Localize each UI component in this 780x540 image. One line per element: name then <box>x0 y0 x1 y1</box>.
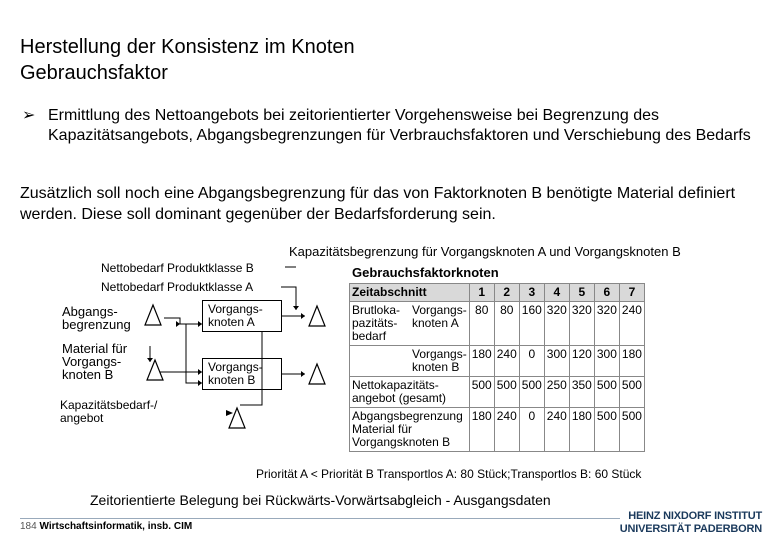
vk-a-line2: knoten A <box>412 316 459 330</box>
box-b-line2: knoten B <box>208 373 256 387</box>
period-6: 6 <box>594 284 619 302</box>
cell-b-1: 180 <box>469 346 494 377</box>
table-row-vk-a <box>350 302 645 346</box>
table-row-netto <box>350 377 645 408</box>
footer-divider <box>20 518 620 519</box>
cell-a-7: 240 <box>619 302 644 346</box>
label-material-line2: Vorgangs- <box>62 354 122 369</box>
label-abgang-line1: Abgangs- <box>62 304 118 319</box>
logo-line2: UNIVERSITÄT PADERBORN <box>619 523 762 535</box>
period-3: 3 <box>519 284 544 302</box>
cell-netto-5: 350 <box>569 377 594 408</box>
netto-line2: angebot (gesamt) <box>352 391 447 405</box>
label-kapa-line2: angebot <box>60 411 104 425</box>
cell-netto-7: 500 <box>619 377 644 408</box>
figure-top-caption: Kapazitätsbegrenzung für Vorgangsknoten A und Vorgangsknoten B <box>289 244 681 259</box>
period-7: 7 <box>619 284 644 302</box>
vk-b-label <box>350 346 470 377</box>
cell-netto-3: 500 <box>519 377 544 408</box>
vk-b-line1: Vorgangs- <box>412 347 467 361</box>
cell-netto-1: 500 <box>469 377 494 408</box>
logo-line1: HEINZ NIXDORF INSTITUT <box>628 510 762 522</box>
connector-abgang-b <box>186 324 202 383</box>
table-header-row <box>350 284 645 302</box>
table-row-abgang <box>350 408 645 452</box>
netto-label <box>350 377 470 408</box>
table-title: Gebrauchsfaktorknoten <box>352 265 499 280</box>
cell-a-3: 160 <box>519 302 544 346</box>
page-number: 184 <box>20 521 37 532</box>
triangle-out-b-icon <box>309 364 325 384</box>
vk-a-label <box>410 302 469 345</box>
vk-a-line1: Vorgangs- <box>412 303 467 317</box>
label-nettobedarf-b: Nettobedarf Produktklasse B <box>101 261 254 275</box>
figure-bottom-line: Priorität A < Priorität B Transportlos A: 80 Stück;Transportlos B: 60 Stück <box>256 467 642 481</box>
triangle-kapa-icon <box>229 408 245 428</box>
connector-abgang-a <box>164 318 202 324</box>
cell-abg-1: 180 <box>469 408 494 452</box>
box-a-line2: knoten A <box>208 315 255 329</box>
cell-a-5: 320 <box>569 302 594 346</box>
label-nettobedarf-a: Nettobedarf Produktklasse A <box>101 280 254 294</box>
label-abgang-line2: begrenzung <box>62 317 131 332</box>
abg-line1: Abgangsbegrenzung <box>352 409 463 423</box>
cell-abg-4: 240 <box>544 408 569 452</box>
cell-abg-5: 180 <box>569 408 594 452</box>
cell-b-4: 300 <box>544 346 569 377</box>
brutto-line2: pazitäts- <box>352 316 398 330</box>
note-text: Zusätzlich soll noch eine Abgangsbegrenzung für das von Faktorknoten B benötigte Material definiert werden. Diese soll dominant gegenüber der Bedarfsforderung sein. <box>20 185 736 223</box>
cell-a-4: 320 <box>544 302 569 346</box>
vk-b-line2: knoten B <box>412 360 460 374</box>
cell-netto-6: 500 <box>594 377 619 408</box>
cell-a-1: 80 <box>469 302 494 346</box>
box-b-line1: Vorgangs- <box>208 360 263 374</box>
arrow-bullet-icon: ➢ <box>22 107 36 124</box>
period-2: 2 <box>494 284 519 302</box>
cell-abg-3: 0 <box>519 408 544 452</box>
cell-abg-2: 240 <box>494 408 519 452</box>
cell-abg-7: 500 <box>619 408 644 452</box>
cell-netto-2: 500 <box>494 377 519 408</box>
triangle-out-a-icon <box>309 306 325 326</box>
abgang-label <box>350 408 470 452</box>
footer-left <box>20 521 192 532</box>
footer-course: Wirtschaftsinformatik, insb. CIM <box>39 521 193 532</box>
cell-b-2: 240 <box>494 346 519 377</box>
figure-caption: Zeitorientierte Belegung bei Rückwärts-Vorwärtsabgleich - Ausgangsdaten <box>90 492 551 508</box>
label-kapa-line1: Kapazitätsbedarf-/ <box>60 398 158 412</box>
triangle-abgang-icon <box>145 305 161 325</box>
bullet-text: Ermittlung des Nettoangebots bei zeitorientierter Vorgehensweise bei Begrenzung des Kapazitätsangebots, Abgangsbegrenzungen für Verbrauchsfaktoren und Verschiebung des Bedarfs <box>48 107 751 144</box>
institute-logo <box>620 510 762 536</box>
label-material-line1: Material für <box>62 341 128 356</box>
netto-line1: Nettokapazitäts- <box>352 378 439 392</box>
triangle-material-icon <box>147 360 163 380</box>
cell-abg-6: 500 <box>594 408 619 452</box>
cell-netto-4: 250 <box>544 377 569 408</box>
brutto-line3: bedarf <box>352 329 387 343</box>
cell-b-5: 120 <box>569 346 594 377</box>
abg-line3: Vorgangsknoten B <box>352 435 451 449</box>
gebrauchsfaktor-table <box>349 283 645 452</box>
cell-a-6: 320 <box>594 302 619 346</box>
title-line-2: Gebrauchsfaktor <box>20 62 168 84</box>
cell-b-3: 0 <box>519 346 544 377</box>
title-line-1: Herstellung der Konsistenz im Knoten <box>20 36 355 58</box>
connector-kapa <box>240 332 262 405</box>
box-a-line1: Vorgangs- <box>208 302 263 316</box>
cell-b-7: 180 <box>619 346 644 377</box>
cell-a-2: 80 <box>494 302 519 346</box>
header-zeitabschnitt: Zeitabschnitt <box>350 284 470 302</box>
table-row-vk-b <box>350 346 645 377</box>
brutto-label <box>350 302 410 345</box>
brutto-line1: Brutloka- <box>352 303 401 317</box>
period-1: 1 <box>469 284 494 302</box>
label-material-line3: knoten B <box>62 367 114 382</box>
period-4: 4 <box>544 284 569 302</box>
brutto-cell <box>350 302 470 346</box>
abg-line2: Material für <box>352 422 413 436</box>
period-5: 5 <box>569 284 594 302</box>
cell-b-6: 300 <box>594 346 619 377</box>
